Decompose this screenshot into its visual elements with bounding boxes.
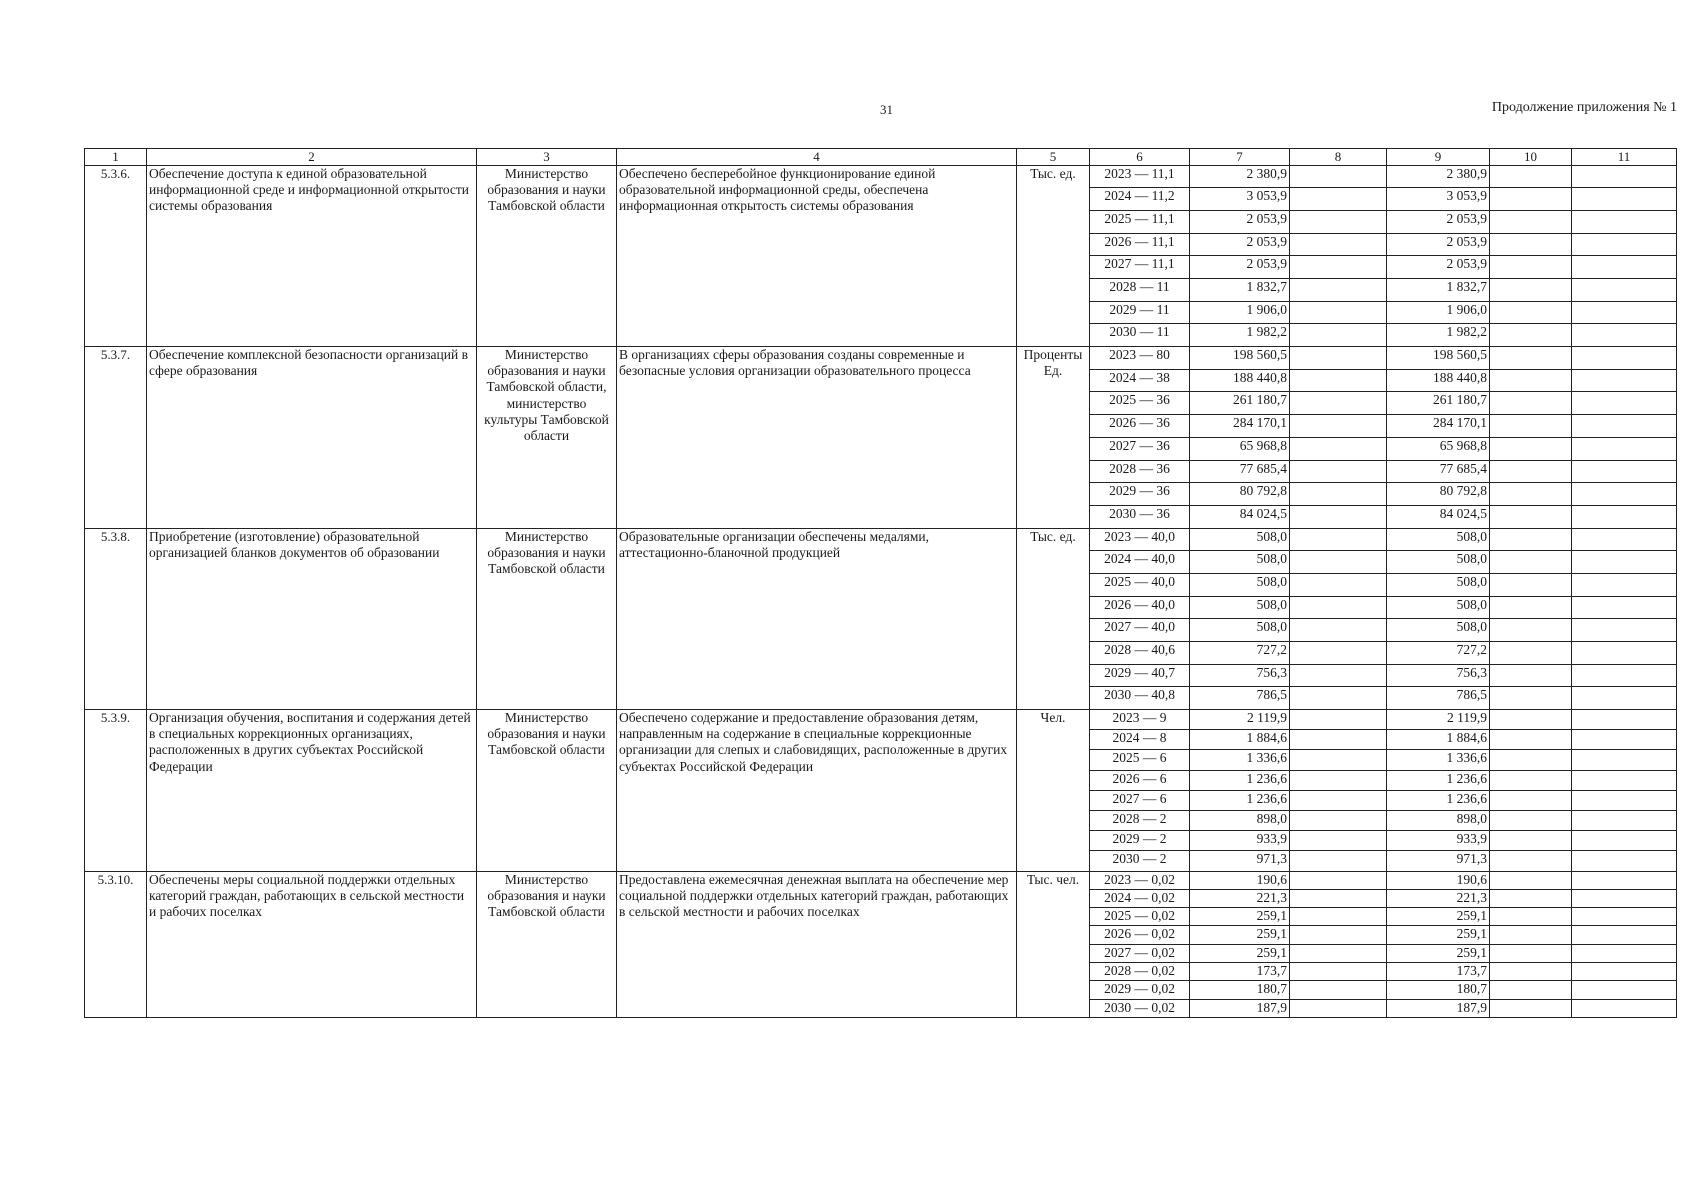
- amount-cell-col7: 3 053,9: [1190, 188, 1290, 211]
- empty-cell-col10: [1490, 392, 1572, 415]
- year-indicator-cell: 2026 — 0,02: [1090, 926, 1190, 944]
- amount-cell-col9: 84 024,5: [1387, 505, 1490, 528]
- amount-cell-col9: 1 832,7: [1387, 279, 1490, 302]
- empty-cell-col11: [1572, 483, 1677, 506]
- year-indicator-cell: 2029 — 11: [1090, 301, 1190, 324]
- empty-cell-col8: [1290, 347, 1387, 370]
- empty-cell-col11: [1572, 460, 1677, 483]
- measure-name: Обеспечены меры социальной поддержки отдельных категорий граждан, работающих в сельской местности и рабочих поселках: [147, 871, 477, 1017]
- empty-cell-col10: [1490, 926, 1572, 944]
- measure-code: 5.3.8.: [85, 528, 147, 710]
- amount-cell-col9: 188 440,8: [1387, 369, 1490, 392]
- year-indicator-cell: 2026 — 11,1: [1090, 233, 1190, 256]
- empty-cell-col10: [1490, 687, 1572, 710]
- empty-cell-col8: [1290, 165, 1387, 188]
- empty-cell-col11: [1572, 981, 1677, 999]
- empty-cell-col11: [1572, 210, 1677, 233]
- empty-cell-col10: [1490, 369, 1572, 392]
- year-indicator-cell: 2023 — 9: [1090, 710, 1190, 730]
- amount-cell-col7: 259,1: [1190, 926, 1290, 944]
- amount-cell-col9: 77 685,4: [1387, 460, 1490, 483]
- empty-cell-col8: [1290, 573, 1387, 596]
- year-indicator-cell: 2028 — 11: [1090, 279, 1190, 302]
- measure-unit: [1017, 871, 1090, 1017]
- empty-cell-col10: [1490, 750, 1572, 770]
- year-indicator-cell: 2023 — 40,0: [1090, 528, 1190, 551]
- empty-cell-col11: [1572, 392, 1677, 415]
- empty-cell-col11: [1572, 573, 1677, 596]
- year-indicator-cell: 2026 — 40,0: [1090, 596, 1190, 619]
- amount-cell-col9: 221,3: [1387, 889, 1490, 907]
- empty-cell-col10: [1490, 981, 1572, 999]
- year-indicator-cell: 2028 — 40,6: [1090, 642, 1190, 665]
- empty-cell-col10: [1490, 210, 1572, 233]
- amount-cell-col9: 508,0: [1387, 528, 1490, 551]
- empty-cell-col11: [1572, 926, 1677, 944]
- column-number: 3: [477, 149, 617, 166]
- empty-cell-col10: [1490, 460, 1572, 483]
- empty-cell-col10: [1490, 730, 1572, 750]
- empty-cell-col11: [1572, 505, 1677, 528]
- amount-cell-col7: 727,2: [1190, 642, 1290, 665]
- amount-cell-col7: 1 336,6: [1190, 750, 1290, 770]
- empty-cell-col10: [1490, 664, 1572, 687]
- empty-cell-col10: [1490, 851, 1572, 871]
- empty-cell-col10: [1490, 573, 1572, 596]
- amount-cell-col7: 1 884,6: [1190, 730, 1290, 750]
- amount-cell-col9: 1 982,2: [1387, 324, 1490, 347]
- amount-cell-col7: 508,0: [1190, 573, 1290, 596]
- measure-result: Обеспечено содержание и предоставление образования детям, направленным на содержание в специальные коррекционные организации для слепых и слабовидящих, расположенные в других субъектах Российской Федерации: [617, 710, 1017, 872]
- measure-result: Образовательные организации обеспечены медалями, аттестационно-бланочной продукцией: [617, 528, 1017, 710]
- column-number: 2: [147, 149, 477, 166]
- year-indicator-cell: 2024 — 38: [1090, 369, 1190, 392]
- empty-cell-col8: [1290, 619, 1387, 642]
- empty-cell-col10: [1490, 347, 1572, 370]
- measure-executor: Министерство образования и науки Тамбовской области: [477, 528, 617, 710]
- year-indicator-cell: 2027 — 36: [1090, 437, 1190, 460]
- year-indicator-cell: 2027 — 40,0: [1090, 619, 1190, 642]
- column-number: 6: [1090, 149, 1190, 166]
- amount-cell-col7: 173,7: [1190, 963, 1290, 981]
- page-number: 31: [880, 102, 893, 117]
- empty-cell-col11: [1572, 851, 1677, 871]
- empty-cell-col8: [1290, 770, 1387, 790]
- empty-cell-col11: [1572, 664, 1677, 687]
- year-indicator-cell: 2030 — 2: [1090, 851, 1190, 871]
- empty-cell-col11: [1572, 642, 1677, 665]
- amount-cell-col7: 80 792,8: [1190, 483, 1290, 506]
- amount-cell-col7: 190,6: [1190, 871, 1290, 889]
- unit-label: Ед.: [1043, 363, 1063, 379]
- empty-cell-col8: [1290, 999, 1387, 1017]
- amount-cell-col9: 190,6: [1387, 871, 1490, 889]
- amount-cell-col9: 259,1: [1387, 926, 1490, 944]
- empty-cell-col10: [1490, 279, 1572, 302]
- empty-cell-col11: [1572, 963, 1677, 981]
- empty-cell-col11: [1572, 596, 1677, 619]
- measure-code: 5.3.7.: [85, 347, 147, 529]
- amount-cell-col9: 2 380,9: [1387, 165, 1490, 188]
- empty-cell-col10: [1490, 871, 1572, 889]
- amount-cell-col9: 2 053,9: [1387, 256, 1490, 279]
- year-indicator-cell: 2025 — 6: [1090, 750, 1190, 770]
- year-indicator-cell: 2029 — 2: [1090, 831, 1190, 851]
- measure-result: В организациях сферы образования созданы современные и безопасные условия организации образовательного процесса: [617, 347, 1017, 529]
- measure-executor: Министерство образования и науки Тамбовской области: [477, 165, 617, 347]
- empty-cell-col10: [1490, 301, 1572, 324]
- measure-unit: [1017, 165, 1090, 347]
- empty-cell-col8: [1290, 790, 1387, 810]
- empty-cell-col10: [1490, 889, 1572, 907]
- empty-cell-col8: [1290, 483, 1387, 506]
- column-number: 5: [1017, 149, 1090, 166]
- empty-cell-col8: [1290, 963, 1387, 981]
- measure-unit: [1017, 710, 1090, 872]
- amount-cell-col7: 508,0: [1190, 551, 1290, 574]
- empty-cell-col8: [1290, 460, 1387, 483]
- year-indicator-cell: 2030 — 11: [1090, 324, 1190, 347]
- year-indicator-cell: 2028 — 2: [1090, 811, 1190, 831]
- empty-cell-col10: [1490, 908, 1572, 926]
- measure-code: 5.3.10.: [85, 871, 147, 1017]
- amount-cell-col9: 898,0: [1387, 811, 1490, 831]
- amount-cell-col7: 1 236,6: [1190, 790, 1290, 810]
- table-row: [85, 347, 1677, 370]
- unit-label: Чел.: [1040, 710, 1066, 726]
- empty-cell-col10: [1490, 619, 1572, 642]
- empty-cell-col8: [1290, 981, 1387, 999]
- empty-cell-col11: [1572, 871, 1677, 889]
- amount-cell-col7: 1 236,6: [1190, 770, 1290, 790]
- unit-label: Проценты: [1023, 347, 1083, 363]
- empty-cell-col10: [1490, 944, 1572, 962]
- empty-cell-col11: [1572, 710, 1677, 730]
- year-indicator-cell: 2023 — 0,02: [1090, 871, 1190, 889]
- empty-cell-col10: [1490, 483, 1572, 506]
- measure-name: Приобретение (изготовление) образовательной организацией бланков документов об образовании: [147, 528, 477, 710]
- empty-cell-col10: [1490, 770, 1572, 790]
- amount-cell-col9: 1 336,6: [1387, 750, 1490, 770]
- amount-cell-col7: 261 180,7: [1190, 392, 1290, 415]
- empty-cell-col10: [1490, 437, 1572, 460]
- amount-cell-col9: 259,1: [1387, 908, 1490, 926]
- empty-cell-col11: [1572, 687, 1677, 710]
- measure-name: Организация обучения, воспитания и содержания детей в специальных коррекционных организациях, расположенных в других субъектах Российской Федерации: [147, 710, 477, 872]
- year-indicator-cell: 2024 — 0,02: [1090, 889, 1190, 907]
- amount-cell-col9: 508,0: [1387, 619, 1490, 642]
- year-indicator-cell: 2025 — 40,0: [1090, 573, 1190, 596]
- empty-cell-col8: [1290, 710, 1387, 730]
- column-number: 1: [85, 149, 147, 166]
- amount-cell-col7: 259,1: [1190, 908, 1290, 926]
- empty-cell-col8: [1290, 233, 1387, 256]
- measure-unit: [1017, 528, 1090, 710]
- amount-cell-col7: 2 053,9: [1190, 233, 1290, 256]
- year-indicator-cell: 2025 — 36: [1090, 392, 1190, 415]
- amount-cell-col7: 65 968,8: [1190, 437, 1290, 460]
- amount-cell-col9: 1 236,6: [1387, 790, 1490, 810]
- empty-cell-col8: [1290, 730, 1387, 750]
- empty-cell-col10: [1490, 999, 1572, 1017]
- empty-cell-col11: [1572, 551, 1677, 574]
- empty-cell-col8: [1290, 811, 1387, 831]
- empty-cell-col11: [1572, 730, 1677, 750]
- amount-cell-col7: 221,3: [1190, 889, 1290, 907]
- empty-cell-col10: [1490, 831, 1572, 851]
- measures-table: [84, 148, 1677, 1018]
- empty-cell-col11: [1572, 528, 1677, 551]
- amount-cell-col7: 933,9: [1190, 831, 1290, 851]
- amount-cell-col7: 77 685,4: [1190, 460, 1290, 483]
- measure-code: 5.3.9.: [85, 710, 147, 872]
- year-indicator-cell: 2025 — 11,1: [1090, 210, 1190, 233]
- empty-cell-col8: [1290, 926, 1387, 944]
- unit-label: Тыс. чел.: [1026, 871, 1080, 887]
- empty-cell-col10: [1490, 165, 1572, 188]
- measure-executor: Министерство образования и науки Тамбовской области: [477, 871, 617, 1017]
- empty-cell-col8: [1290, 889, 1387, 907]
- amount-cell-col7: 2 380,9: [1190, 165, 1290, 188]
- table-row: [85, 871, 1677, 889]
- appendix-continuation-label: Продолжение приложения № 1: [1491, 100, 1677, 115]
- year-indicator-cell: 2029 — 40,7: [1090, 664, 1190, 687]
- measure-name: Обеспечение доступа к единой образовательной информационной среде и информационной открытости системы образования: [147, 165, 477, 347]
- empty-cell-col8: [1290, 279, 1387, 302]
- empty-cell-col8: [1290, 908, 1387, 926]
- year-indicator-cell: 2024 — 11,2: [1090, 188, 1190, 211]
- unit-label: Тыс. ед.: [1030, 165, 1076, 181]
- empty-cell-col10: [1490, 415, 1572, 438]
- amount-cell-col7: 2 119,9: [1190, 710, 1290, 730]
- amount-cell-col9: 508,0: [1387, 596, 1490, 619]
- column-number: 7: [1190, 149, 1290, 166]
- amount-cell-col9: 786,5: [1387, 687, 1490, 710]
- amount-cell-col7: 898,0: [1190, 811, 1290, 831]
- amount-cell-col7: 2 053,9: [1190, 210, 1290, 233]
- column-number: 4: [617, 149, 1017, 166]
- amount-cell-col7: 508,0: [1190, 619, 1290, 642]
- empty-cell-col11: [1572, 619, 1677, 642]
- empty-cell-col8: [1290, 596, 1387, 619]
- empty-cell-col11: [1572, 750, 1677, 770]
- amount-cell-col7: 786,5: [1190, 687, 1290, 710]
- amount-cell-col7: 180,7: [1190, 981, 1290, 999]
- empty-cell-col8: [1290, 944, 1387, 962]
- empty-cell-col8: [1290, 687, 1387, 710]
- amount-cell-col7: 1 982,2: [1190, 324, 1290, 347]
- empty-cell-col8: [1290, 505, 1387, 528]
- year-indicator-cell: 2023 — 80: [1090, 347, 1190, 370]
- empty-cell-col11: [1572, 256, 1677, 279]
- amount-cell-col9: 261 180,7: [1387, 392, 1490, 415]
- year-indicator-cell: 2027 — 11,1: [1090, 256, 1190, 279]
- column-number: 10: [1490, 149, 1572, 166]
- empty-cell-col11: [1572, 770, 1677, 790]
- empty-cell-col10: [1490, 596, 1572, 619]
- empty-cell-col10: [1490, 324, 1572, 347]
- year-indicator-cell: 2023 — 11,1: [1090, 165, 1190, 188]
- empty-cell-col10: [1490, 505, 1572, 528]
- empty-cell-col11: [1572, 279, 1677, 302]
- empty-cell-col10: [1490, 710, 1572, 730]
- empty-cell-col11: [1572, 324, 1677, 347]
- empty-cell-col11: [1572, 301, 1677, 324]
- empty-cell-col11: [1572, 944, 1677, 962]
- amount-cell-col7: 187,9: [1190, 999, 1290, 1017]
- amount-cell-col9: 933,9: [1387, 831, 1490, 851]
- empty-cell-col11: [1572, 908, 1677, 926]
- measure-unit: [1017, 347, 1090, 529]
- amount-cell-col9: 259,1: [1387, 944, 1490, 962]
- empty-cell-col10: [1490, 811, 1572, 831]
- measure-name: Обеспечение комплексной безопасности организаций в сфере образования: [147, 347, 477, 529]
- amount-cell-col7: 1 906,0: [1190, 301, 1290, 324]
- amount-cell-col9: 1 906,0: [1387, 301, 1490, 324]
- amount-cell-col7: 508,0: [1190, 528, 1290, 551]
- empty-cell-col11: [1572, 889, 1677, 907]
- empty-cell-col11: [1572, 437, 1677, 460]
- empty-cell-col8: [1290, 750, 1387, 770]
- empty-cell-col8: [1290, 324, 1387, 347]
- empty-cell-col8: [1290, 831, 1387, 851]
- year-indicator-cell: 2030 — 0,02: [1090, 999, 1190, 1017]
- empty-cell-col8: [1290, 851, 1387, 871]
- empty-cell-col8: [1290, 528, 1387, 551]
- year-indicator-cell: 2028 — 0,02: [1090, 963, 1190, 981]
- column-number: 8: [1290, 149, 1387, 166]
- amount-cell-col9: 2 119,9: [1387, 710, 1490, 730]
- amount-cell-col9: 173,7: [1387, 963, 1490, 981]
- empty-cell-col8: [1290, 871, 1387, 889]
- empty-cell-col11: [1572, 415, 1677, 438]
- amount-cell-col9: 508,0: [1387, 551, 1490, 574]
- year-indicator-cell: 2027 — 0,02: [1090, 944, 1190, 962]
- unit-label: Тыс. ед.: [1030, 528, 1076, 544]
- amount-cell-col9: 971,3: [1387, 851, 1490, 871]
- measure-executor: Министерство образования и науки Тамбовской области, министерство культуры Тамбовской области: [477, 347, 617, 529]
- empty-cell-col11: [1572, 347, 1677, 370]
- empty-cell-col8: [1290, 256, 1387, 279]
- empty-cell-col11: [1572, 790, 1677, 810]
- empty-cell-col8: [1290, 551, 1387, 574]
- measure-code: 5.3.6.: [85, 165, 147, 347]
- year-indicator-cell: 2030 — 40,8: [1090, 687, 1190, 710]
- empty-cell-col8: [1290, 664, 1387, 687]
- amount-cell-col9: 80 792,8: [1387, 483, 1490, 506]
- amount-cell-col9: 2 053,9: [1387, 210, 1490, 233]
- empty-cell-col10: [1490, 256, 1572, 279]
- measure-result: Предоставлена ежемесячная денежная выплата на обеспечение мер социальной поддержки отдельных категорий граждан, работающих в сельской местности и рабочих поселках: [617, 871, 1017, 1017]
- empty-cell-col8: [1290, 210, 1387, 233]
- empty-cell-col10: [1490, 642, 1572, 665]
- empty-cell-col8: [1290, 415, 1387, 438]
- amount-cell-col7: 284 170,1: [1190, 415, 1290, 438]
- amount-cell-col9: 508,0: [1387, 573, 1490, 596]
- measure-executor: Министерство образования и науки Тамбовской области: [477, 710, 617, 872]
- empty-cell-col11: [1572, 811, 1677, 831]
- measure-result: Обеспечено бесперебойное функционирование единой образовательной информационной среды, обеспечена информационная открытость системы образования: [617, 165, 1017, 347]
- year-indicator-cell: 2024 — 8: [1090, 730, 1190, 750]
- empty-cell-col8: [1290, 301, 1387, 324]
- amount-cell-col9: 2 053,9: [1387, 233, 1490, 256]
- empty-cell-col8: [1290, 369, 1387, 392]
- amount-cell-col7: 84 024,5: [1190, 505, 1290, 528]
- amount-cell-col7: 259,1: [1190, 944, 1290, 962]
- empty-cell-col11: [1572, 369, 1677, 392]
- empty-cell-col8: [1290, 188, 1387, 211]
- amount-cell-col9: 1 236,6: [1387, 770, 1490, 790]
- column-number-row: [85, 149, 1677, 166]
- year-indicator-cell: 2026 — 6: [1090, 770, 1190, 790]
- year-indicator-cell: 2029 — 0,02: [1090, 981, 1190, 999]
- empty-cell-col10: [1490, 551, 1572, 574]
- amount-cell-col9: 65 968,8: [1387, 437, 1490, 460]
- amount-cell-col9: 756,3: [1387, 664, 1490, 687]
- empty-cell-col10: [1490, 963, 1572, 981]
- amount-cell-col7: 756,3: [1190, 664, 1290, 687]
- amount-cell-col9: 198 560,5: [1387, 347, 1490, 370]
- amount-cell-col9: 727,2: [1387, 642, 1490, 665]
- empty-cell-col11: [1572, 188, 1677, 211]
- amount-cell-col7: 188 440,8: [1190, 369, 1290, 392]
- empty-cell-col11: [1572, 831, 1677, 851]
- year-indicator-cell: 2026 — 36: [1090, 415, 1190, 438]
- table-row: [85, 165, 1677, 188]
- year-indicator-cell: 2030 — 36: [1090, 505, 1190, 528]
- table-row: [85, 710, 1677, 730]
- empty-cell-col8: [1290, 437, 1387, 460]
- amount-cell-col9: 1 884,6: [1387, 730, 1490, 750]
- empty-cell-col10: [1490, 188, 1572, 211]
- year-indicator-cell: 2028 — 36: [1090, 460, 1190, 483]
- amount-cell-col7: 1 832,7: [1190, 279, 1290, 302]
- table-body: [85, 165, 1677, 1017]
- empty-cell-col10: [1490, 528, 1572, 551]
- year-indicator-cell: 2024 — 40,0: [1090, 551, 1190, 574]
- amount-cell-col9: 284 170,1: [1387, 415, 1490, 438]
- empty-cell-col8: [1290, 642, 1387, 665]
- empty-cell-col11: [1572, 999, 1677, 1017]
- amount-cell-col9: 180,7: [1387, 981, 1490, 999]
- empty-cell-col11: [1572, 165, 1677, 188]
- empty-cell-col11: [1572, 233, 1677, 256]
- column-number: 11: [1572, 149, 1677, 166]
- year-indicator-cell: 2025 — 0,02: [1090, 908, 1190, 926]
- year-indicator-cell: 2029 — 36: [1090, 483, 1190, 506]
- empty-cell-col8: [1290, 392, 1387, 415]
- amount-cell-col7: 971,3: [1190, 851, 1290, 871]
- amount-cell-col7: 508,0: [1190, 596, 1290, 619]
- amount-cell-col7: 2 053,9: [1190, 256, 1290, 279]
- empty-cell-col10: [1490, 233, 1572, 256]
- year-indicator-cell: 2027 — 6: [1090, 790, 1190, 810]
- amount-cell-col9: 3 053,9: [1387, 188, 1490, 211]
- column-number: 9: [1387, 149, 1490, 166]
- table-row: [85, 528, 1677, 551]
- amount-cell-col7: 198 560,5: [1190, 347, 1290, 370]
- empty-cell-col10: [1490, 790, 1572, 810]
- amount-cell-col9: 187,9: [1387, 999, 1490, 1017]
